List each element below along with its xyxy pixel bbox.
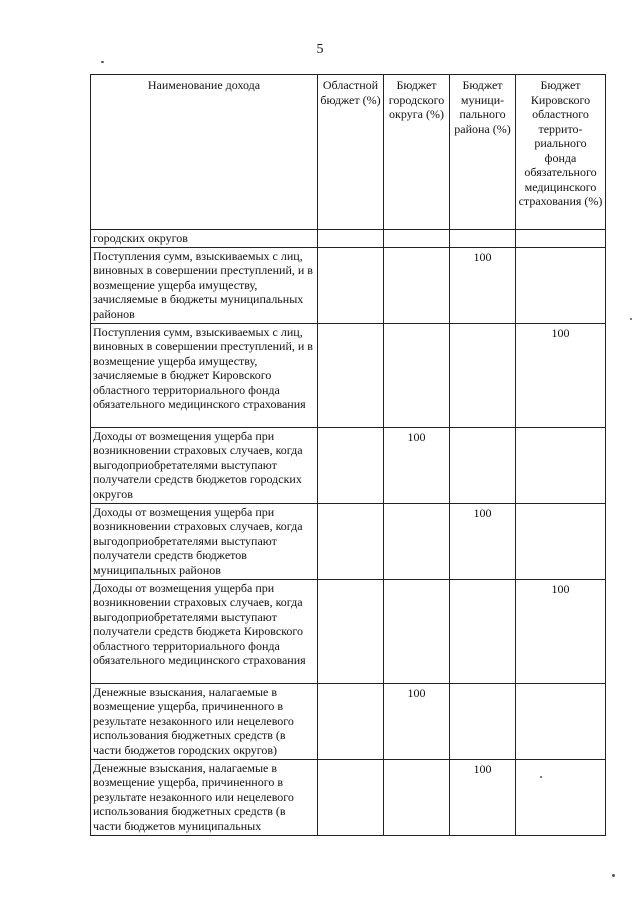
table-row [91,503,606,579]
scan-speck [101,61,104,63]
health-fund-budget-cell: 100 [516,579,606,683]
scan-speck [540,776,542,778]
regional-budget-cell [318,759,384,835]
revenue-name-cell: Доходы от возмещения ущерба при возникновении страховых случаев, когда выгодоприобретателями выступают получатели средств бюджетов городских округов [91,427,318,503]
revenue-name-cell: Доходы от возмещения ущерба при возникновении страховых случаев, когда выгодоприобретателями выступают получатели средств бюджетов муниципальных районов [91,503,318,579]
city-district-budget-cell [384,503,450,579]
city-district-budget-cell [384,759,450,835]
continuation-cell: городских округов [91,230,318,248]
regional-budget-cell [318,427,384,503]
health-fund-budget-cell [516,503,606,579]
scan-speck [630,318,632,320]
table-row [91,230,606,248]
regional-budget-cell [318,247,384,323]
header-municipal-district-budget: Бюджет муници-пального района (%) [450,75,516,230]
health-fund-budget-cell [516,247,606,323]
table-row [91,427,606,503]
city-district-budget-cell [384,323,450,427]
city-district-budget-cell [384,247,450,323]
health-fund-budget-cell: 100 [516,323,606,427]
regional-budget-cell [318,323,384,427]
municipal-district-budget-cell [450,683,516,759]
city-district-budget-cell: 100 [384,427,450,503]
health-fund-budget-cell [516,683,606,759]
table-row [91,683,606,759]
revenue-name-cell: Доходы от возмещения ущерба при возникновении страховых случаев, когда выгодоприобретателями выступают получатели средств бюджета Кировского областного территориального фонда обязательного медицинского страхования [91,579,318,683]
revenue-name-cell: Поступления сумм, взыскиваемых с лиц, виновных в совершении преступлений, и в возмещение ущерба имуществу, зачисляемые в бюджет Кировского областного территориального фонда обязательного медицинского страхования [91,323,318,427]
municipal-district-budget-cell: 100 [450,503,516,579]
revenue-name-cell: Поступления сумм, взыскиваемых с лиц, виновных в совершении преступлений, и в возмещение ущерба имуществу, зачисляемые в бюджеты муниципальных районов [91,247,318,323]
table-row [91,579,606,683]
scan-speck [612,874,615,877]
health-fund-budget-cell [516,759,606,835]
table-row [91,323,606,427]
revenue-name-cell: Денежные взыскания, налагаемые в возмещение ущерба, причиненного в результате незаконного или нецелевого использования бюджетных средств (в части бюджетов городских округов) [91,683,318,759]
header-city-district-budget: Бюджет городского округа (%) [384,75,450,230]
regional-budget-cell [318,503,384,579]
revenue-name-cell: Денежные взыскания, налагаемые в возмещение ущерба, причиненного в результате незаконного или нецелевого использования бюджетных средств (в части бюджетов муниципальных [91,759,318,835]
municipal-district-budget-cell: 100 [450,247,516,323]
municipal-district-budget-cell [450,323,516,427]
revenue-distribution-table [90,74,606,836]
city-district-budget-cell: 100 [384,683,450,759]
header-revenue-name: Наименование дохода [91,75,318,230]
municipal-district-budget-cell [450,579,516,683]
municipal-district-budget-cell [450,427,516,503]
table-row [91,759,606,835]
header-regional-budget: Областной бюджет (%) [318,75,384,230]
table-header-row [91,75,606,230]
page-number: 5 [316,42,324,57]
regional-budget-cell [318,579,384,683]
table-row [91,247,606,323]
regional-budget-cell [318,683,384,759]
header-health-insurance-fund-budget: Бюджет Кировского областного террито-риального фонда обязательного медицинского страхования (%) [516,75,606,230]
municipal-district-budget-cell: 100 [450,759,516,835]
health-fund-budget-cell [516,427,606,503]
city-district-budget-cell [384,579,450,683]
